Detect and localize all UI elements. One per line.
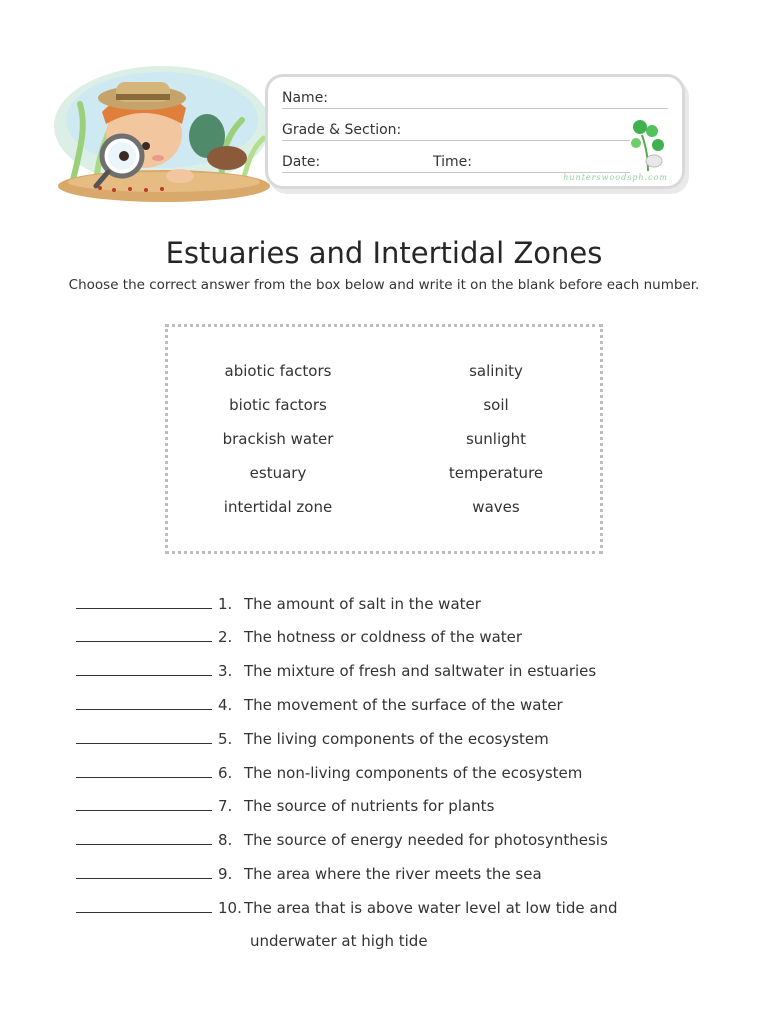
question-number: 5. [218, 730, 233, 748]
answer-blank[interactable] [76, 864, 212, 879]
word-bank-item: abiotic factors [224, 362, 332, 380]
question-number: 4. [218, 696, 233, 714]
instructions: Choose the correct answer from the box below and write it on the blank before each number. [68, 277, 700, 293]
word-bank-item: sunlight [465, 430, 527, 448]
question-row [76, 796, 494, 818]
answer-blank[interactable] [76, 594, 212, 609]
question-number: 3. [218, 662, 233, 680]
name-label: Name: [282, 90, 329, 106]
grade-section-label: Grade & Section: [282, 122, 402, 138]
word-bank-item: biotic factors [229, 396, 327, 414]
question-row [76, 695, 563, 717]
question-number: 10. [218, 899, 242, 917]
question-text: The amount of salt in the water [244, 595, 481, 613]
question-text: The non-living components of the ecosystem [244, 764, 583, 782]
question-text: The hotness or coldness of the water [244, 628, 523, 646]
question-text: The movement of the surface of the water [244, 696, 563, 714]
boy-with-magnifying-glass-icon [52, 64, 272, 206]
time-label: Time: [433, 154, 472, 170]
answer-blank[interactable] [76, 763, 212, 778]
question-row [76, 864, 542, 886]
question-row [76, 830, 608, 852]
name-field[interactable] [282, 86, 668, 109]
answer-blank[interactable] [76, 796, 212, 811]
word-bank-item: salinity [469, 362, 523, 380]
word-bank-item: brackish water [222, 430, 334, 448]
word-bank [165, 324, 603, 554]
question-row [76, 763, 582, 785]
question-text: The mixture of fresh and saltwater in estuaries [244, 662, 597, 680]
question-number: 6. [218, 764, 233, 782]
plant-sprig-icon [628, 117, 668, 173]
word-bank-item: waves [472, 498, 520, 516]
answer-blank[interactable] [76, 695, 212, 710]
question-number: 2. [218, 628, 233, 646]
question-row [76, 729, 549, 751]
question-row [76, 898, 618, 920]
question-text: The living components of the ecosystem [244, 730, 549, 748]
question-number: 8. [218, 831, 233, 849]
question-text-continued: underwater at high tide [250, 932, 428, 950]
answer-blank[interactable] [76, 729, 212, 744]
question-text: The source of nutrients for plants [244, 797, 495, 815]
question-text: The area where the river meets the sea [244, 865, 542, 883]
question-row [76, 627, 522, 649]
word-bank-item: intertidal zone [223, 498, 333, 516]
question-number: 9. [218, 865, 233, 883]
answer-blank[interactable] [76, 627, 212, 642]
answer-blank[interactable] [76, 898, 212, 913]
word-bank-item: estuary [249, 464, 307, 482]
answer-blank[interactable] [76, 661, 212, 676]
word-bank-item: temperature [448, 464, 544, 482]
date-time-field[interactable] [282, 150, 630, 173]
grade-section-field[interactable] [282, 118, 630, 141]
answer-blank[interactable] [76, 830, 212, 845]
date-label: Date: [282, 154, 321, 170]
student-info-box [265, 74, 685, 189]
watermark: hunterswoodsph.com [563, 173, 668, 182]
question-row [76, 661, 596, 683]
question-number: 7. [218, 797, 233, 815]
page-title: Estuaries and Intertidal Zones [165, 236, 603, 270]
question-text: The source of energy needed for photosynthesis [244, 831, 608, 849]
word-bank-item: soil [483, 396, 509, 414]
question-number: 1. [218, 595, 233, 613]
question-row [76, 594, 481, 616]
question-text: The area that is above water level at low tide and [244, 899, 618, 917]
